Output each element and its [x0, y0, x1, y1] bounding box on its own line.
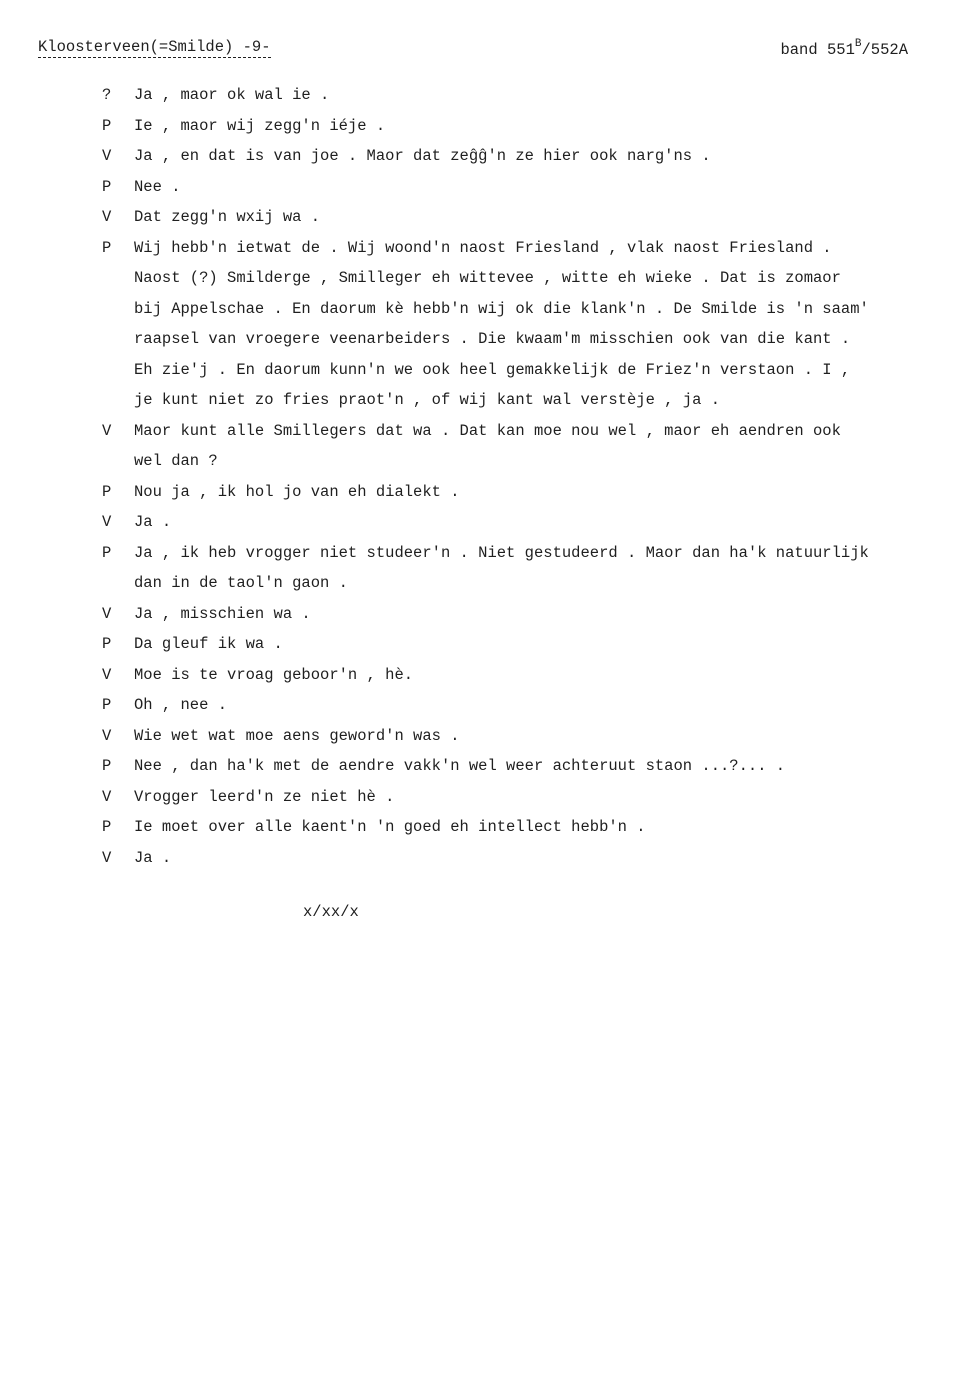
utterance-text [134, 782, 972, 813]
utterance-line: Ja , misschien wa . [134, 604, 311, 623]
utterance-line: je kunt niet zo fries praot'n , of wij kant wal verstèje , ja . [134, 391, 720, 409]
transcript-turn [102, 782, 972, 813]
utterance-line: Wij hebb'n ietwat de . Wij woond'n naost Friesland , vlak naost Friesland . [134, 238, 832, 257]
speaker-label: P [102, 757, 112, 775]
transcript-turn [102, 233, 972, 416]
speaker-label: V [102, 513, 112, 531]
utterance-line: Ja , en dat is van joe . Maor dat zeĝĝ'n ze hier ook narg'ns . [134, 147, 711, 165]
utterance-line: Ie , maor wij zegg'n iéje . [134, 116, 386, 135]
transcript-turn [102, 751, 972, 782]
speaker-label: P [102, 482, 112, 501]
utterance-text [134, 233, 972, 416]
transcript-turn [102, 812, 972, 843]
utterance-text [134, 416, 972, 477]
transcript-turn [102, 141, 972, 172]
utterance-line: Eh zie'j . En daorum kunn'n we ook heel gemakkelijk de Friez'n verstaon . I , [134, 360, 851, 379]
utterance-text [134, 629, 972, 660]
utterance-line: Ie moet over alle kaent'n 'n goed eh intellect hebb'n . [134, 818, 646, 836]
band-prefix: band 551 [780, 41, 855, 59]
transcript-turn [102, 416, 972, 477]
utterance-line: Naost (?) Smilderge , Smilleger eh wittevee , witte eh wieke . Dat is zomaor [134, 269, 841, 287]
utterance-line: Wie wet wat moe aens geword'n was . [134, 726, 460, 745]
transcript-turn [102, 599, 972, 630]
utterance-line: Ja . [134, 513, 172, 531]
document-title: Kloosterveen(=Smilde) -9- [38, 38, 271, 56]
transcript-turn [102, 507, 972, 538]
speaker-label: V [102, 208, 112, 226]
speaker-label: P [102, 238, 112, 257]
speaker-label: V [102, 665, 112, 684]
utterance-line: Da gleuf ik wa . [134, 635, 283, 653]
band-superscript: B [854, 38, 862, 50]
transcript-turn [102, 690, 972, 721]
transcript-turn [102, 629, 972, 660]
utterance-text [134, 690, 972, 721]
page-header [38, 38, 908, 62]
speaker-label: V [102, 726, 112, 745]
transcript-turn [102, 843, 972, 874]
utterance-line: bij Appelschae . En daorum kè hebb'n wij ok die klank'n . De Smilde is 'n saam' [134, 299, 869, 318]
end-mark: x/xx/x [303, 903, 359, 921]
utterance-line: Vrogger leerd'n ze niet hè . [134, 787, 395, 806]
speaker-label: P [102, 635, 112, 653]
band-reference [780, 38, 908, 59]
transcript [102, 80, 972, 873]
speaker-label: V [102, 787, 112, 806]
utterance-text [134, 172, 972, 203]
utterance-line: Ja , ik heb vrogger niet studeer'n . Niet gestudeerd . Maor dan ha'k natuurlijk [134, 543, 869, 562]
transcript-turn [102, 80, 972, 111]
speaker-label: V [102, 848, 112, 867]
speaker-label: P [102, 543, 112, 562]
utterance-text [134, 599, 972, 630]
utterance-text [134, 751, 972, 782]
utterance-line: dan in de taol'n gaon . [134, 574, 348, 592]
transcript-turn [102, 111, 972, 142]
utterance-text [134, 660, 972, 691]
transcript-turn [102, 660, 972, 691]
utterance-line: Ja . [134, 848, 172, 867]
utterance-text [134, 111, 972, 142]
utterance-line: Nee . [134, 177, 181, 196]
utterance-line: wel dan ? [134, 452, 218, 470]
utterance-text [134, 507, 972, 538]
speaker-label: P [102, 116, 112, 135]
speaker-label: P [102, 818, 112, 836]
speaker-label: P [102, 177, 112, 196]
utterance-line: Ja , maor ok wal ie . [134, 86, 330, 104]
utterance-line: Nou ja , ik hol jo van eh dialekt . [134, 482, 460, 501]
transcript-turn [102, 538, 972, 599]
speaker-label: V [102, 147, 112, 165]
utterance-text [134, 80, 972, 111]
transcript-turn [102, 721, 972, 752]
utterance-text [134, 538, 972, 599]
utterance-line: Maor kunt alle Smillegers dat wa . Dat kan moe nou wel , maor eh aendren ook [134, 421, 841, 440]
utterance-text [134, 202, 972, 233]
transcript-turn [102, 202, 972, 233]
speaker-label: V [102, 604, 112, 623]
transcript-turn [102, 172, 972, 203]
speaker-label: P [102, 696, 112, 714]
speaker-label: V [102, 421, 112, 440]
utterance-text [134, 812, 972, 843]
utterance-text [134, 477, 972, 508]
band-suffix: /552A [861, 41, 908, 59]
utterance-line: Oh , nee . [134, 696, 228, 714]
utterance-line: raapsel van vroegere veenarbeiders . Die kwaam'm misschien ook van die kant . [134, 330, 851, 348]
speaker-label: ? [102, 86, 112, 104]
utterance-line: Moe is te vroag geboor'n , hè. [134, 665, 414, 684]
utterance-text [134, 141, 972, 172]
utterance-line: Nee , dan ha'k met de aendre vakk'n wel weer achteruut staon ...?... . [134, 757, 786, 775]
utterance-line: Dat zegg'n wxij wa . [134, 208, 321, 226]
utterance-text [134, 721, 972, 752]
transcript-turn [102, 477, 972, 508]
utterance-text [134, 843, 972, 874]
